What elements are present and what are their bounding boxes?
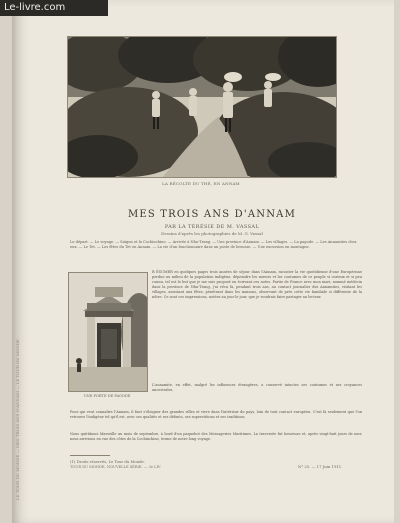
article-paragraph-3: Pour qui veut connaître l'Annam, il faut s'éloigner des grandes villes et vivre dans l'intérieur du pays, loin de tout contact européen. C'est là seulement que l'on retrouve l'indigène tel qu'il est, avec ses qualités et ses défauts, ses superstitions et ses traditions. — [70, 410, 362, 419]
page-sheet — [12, 0, 394, 523]
pagoda-gate-illustration — [69, 273, 147, 391]
photo-pagoda-gate — [68, 272, 148, 392]
article-paragraph-2: L'annamite, en effet, malgré les influences étrangères, a conservé intactes ses coutumes et ses croyances ancestrales. — [152, 383, 362, 392]
photo-tea-harvest — [67, 36, 337, 178]
article-byline-sub: Dessins d'après les photographies de M. G. Vassal — [161, 231, 263, 236]
article-summary: Le départ. — Le voyage. — Saïgon et la Cochinchine. — Arrivée à Nha-Trang. — Une province d'Annam. — Les villages. — La pagode. — Les Annamites chez eux. — Le Tet. — Les fêtes du Tet en Annam. — La vie d'un fonctionnaire dans un poste de brousse. — Une excursion en montagne. — [70, 240, 357, 249]
photo-top-caption: LA RÉCOLTE DU THÉ, EN ANNAM — [162, 181, 240, 186]
article-paragraph-4: Nous quittâmes Marseille au mois de septembre, à bord d'un paquebot des Messageries Maritimes. La traversée fut heureuse et, après vingt-huit jours de mer, nous arrivions en vue des côtes de la Cochinchine, terme de notre long voyage. — [70, 432, 362, 441]
footnote: (1) Droits réservés, Le Tour du Monde. — [70, 459, 146, 464]
publisher-line: TOUR DU MONDE, NOUVELLE SÉRIE. — 3e LIV. — [70, 465, 162, 469]
article-byline: PAR LA TÉRÉSIE DE M. VASSAL — [164, 224, 260, 230]
site-label[interactable]: Le-livre.com — [0, 0, 108, 16]
article-title: MES TROIS ANS D'ANNAM — [127, 209, 297, 220]
photo-left-caption: UNE PORTE DE PAGODE — [83, 394, 131, 398]
tea-harvest-illustration — [68, 37, 336, 177]
article-paragraph-1: R ÉSUMER en quelques pages trois années de séjour dans l'Annam, raconter la vie quotidienne d'une Européenne perdue au milieu de la population indigène, dépeindre les mœurs et les coutumes de ce peuple si curieux et si peu connu, tel est le but que je me suis proposé en écrivant ces notes. Partie de France avec mon mari, nommé médecin dans la province de Nha-Trang, j'ai vécu là, pendant trois ans, au contact journalier des Annamites, visitant les villages, assistant aux fêtes, pénétrant dans les maisons, observant de près cette vie familiale si différente de la nôtre. Ce sont ces impressions, notées au jour le jour, que je voudrais faire partager au lecteur. — [152, 270, 362, 299]
issue-number: N° 25. — 17 Juin 1911. — [298, 464, 343, 469]
spine-text: LE TOUR DU MONDE — MES TROIS ANS D'ANNAM — LE TOUR DU MONDE — [15, 339, 20, 500]
footnote-rule — [70, 455, 110, 456]
